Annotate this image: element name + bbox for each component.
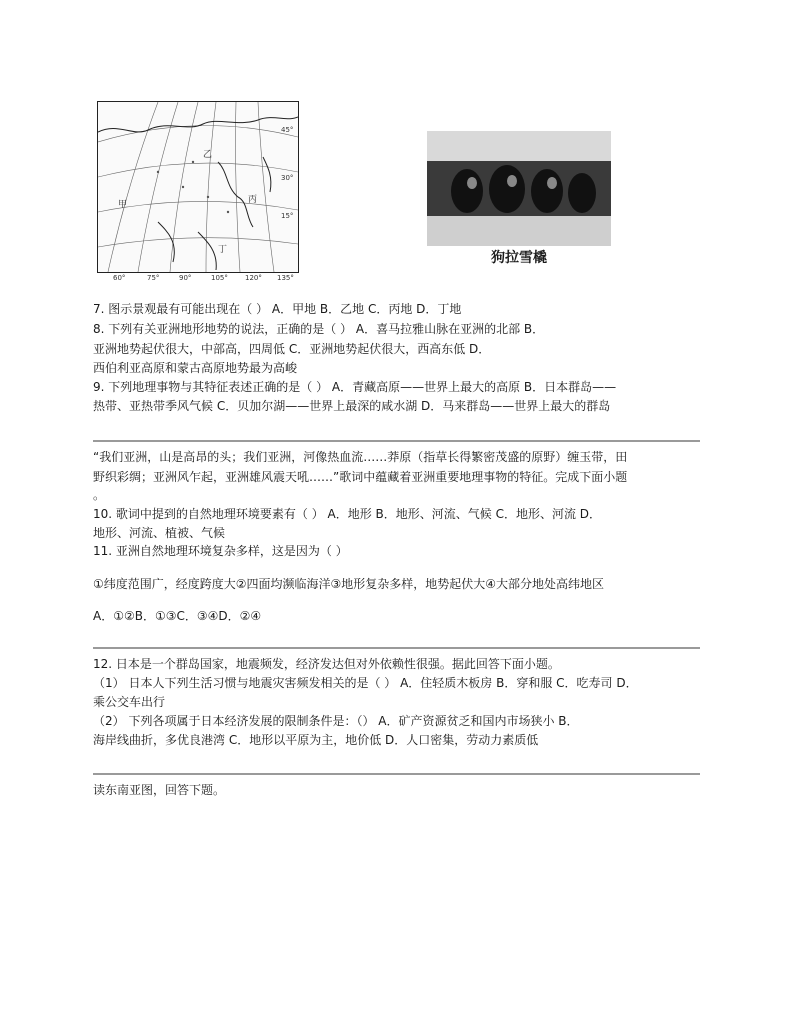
photo-graphic xyxy=(427,131,611,246)
svg-text:甲: 甲 xyxy=(118,200,128,210)
question-9-line-2: 热带、亚热带季风气候 C．贝加尔湖——世界上最深的咸水湖 D．马来群岛——世界上最大的群岛 xyxy=(93,399,611,413)
map-longitude-axis xyxy=(97,274,301,284)
question-9-line-1: 9. 下列地理事物与其特征表述正确的是（ ） A．青藏高原——世界上最大的高原 B．日本群岛—— xyxy=(93,380,617,394)
passage-line-1: “我们亚洲，山是高昂的头；我们亚洲，河像热血流……莽原（指草长得繁密茂盛的原野）缠玉带，田 xyxy=(93,450,628,464)
question-11-options: ①纬度范围广，经度跨度大②四面均濒临海洋③地形复杂多样，地势起伏大④大部分地处高纬地区 xyxy=(93,577,605,591)
lon-label-105: 105° xyxy=(211,274,228,282)
question-10-line-2: 地形、河流、植被、气候 xyxy=(93,526,226,540)
svg-text:丁: 丁 xyxy=(218,245,228,255)
lat-label-30: 30° xyxy=(281,174,294,182)
question-10-line-1: 10. 歌词中提到的自然地理环境要素有（ ） A．地形 B．地形、河流、气候 C．地形、河流 D． xyxy=(93,507,602,521)
section-divider-1 xyxy=(93,440,700,442)
map-graphic xyxy=(98,102,298,272)
lon-label-120: 120° xyxy=(245,274,262,282)
question-7: 7. 图示景观最有可能出现在（ ） A．甲地 B．乙地 C．丙地 D．丁地 xyxy=(93,302,462,316)
lon-label-135: 135° xyxy=(277,274,294,282)
asia-map-figure xyxy=(97,101,299,273)
question-8-line-3: 西伯利亚高原和蒙古高原地势最为高峻 xyxy=(93,361,298,375)
question-11-choices: A．①②B．①③C．③④D．②④ xyxy=(93,609,262,623)
question-12-sub1-line-1: （1） 日本人下列生活习惯与地震灾害频发相关的是（ ） A．住轻质木板房 B．穿和服 C．吃寿司 D． xyxy=(93,676,638,690)
section-divider-3 xyxy=(93,773,700,775)
question-8-line-1: 8. 下列有关亚洲地形地势的说法，正确的是（ ） A．喜马拉雅山脉在亚洲的北部 B． xyxy=(93,322,545,336)
question-12-sub1-line-2: 乘公交车出行 xyxy=(93,695,166,709)
passage-line-2: 野织彩绸；亚洲风乍起，亚洲雄风震天吼……”歌词中蕴藏着亚洲重要地理事物的特征。完成下面小题 xyxy=(93,470,628,484)
question-11-stem: 11. 亚洲自然地理环境复杂多样，这是因为（ ） xyxy=(93,544,348,558)
question-12-sub2-line-1: （2） 下列各项属于日本经济发展的限制条件是：（） A．矿产资源贫乏和国内市场狭小 B． xyxy=(93,714,579,728)
svg-text:丙: 丙 xyxy=(248,195,258,205)
lon-label-75: 75° xyxy=(147,274,160,282)
question-13-intro: 读东南亚图，回答下题。 xyxy=(93,783,226,797)
lon-label-60: 60° xyxy=(113,274,126,282)
question-12-sub2-line-2: 海岸线曲折，多优良港湾 C．地形以平原为主，地价低 D．人口密集，劳动力素质低 xyxy=(93,733,539,747)
svg-text:乙: 乙 xyxy=(203,150,213,160)
photo-caption: 狗拉雪橇 xyxy=(491,250,547,266)
lat-label-15: 15° xyxy=(281,212,294,220)
lat-label-45: 45° xyxy=(281,126,294,134)
lon-label-90: 90° xyxy=(179,274,192,282)
section-divider-2 xyxy=(93,647,700,649)
question-8-line-2: 亚洲地势起伏很大，中部高，四周低 C．亚洲地势起伏很大，西高东低 D． xyxy=(93,342,491,356)
dog-sled-photo xyxy=(427,131,611,246)
passage-line-3: 。 xyxy=(93,488,106,502)
question-12-stem: 12. 日本是一个群岛国家，地震频发，经济发达但对外依赖性很强。据此回答下面小题。 xyxy=(93,657,560,671)
